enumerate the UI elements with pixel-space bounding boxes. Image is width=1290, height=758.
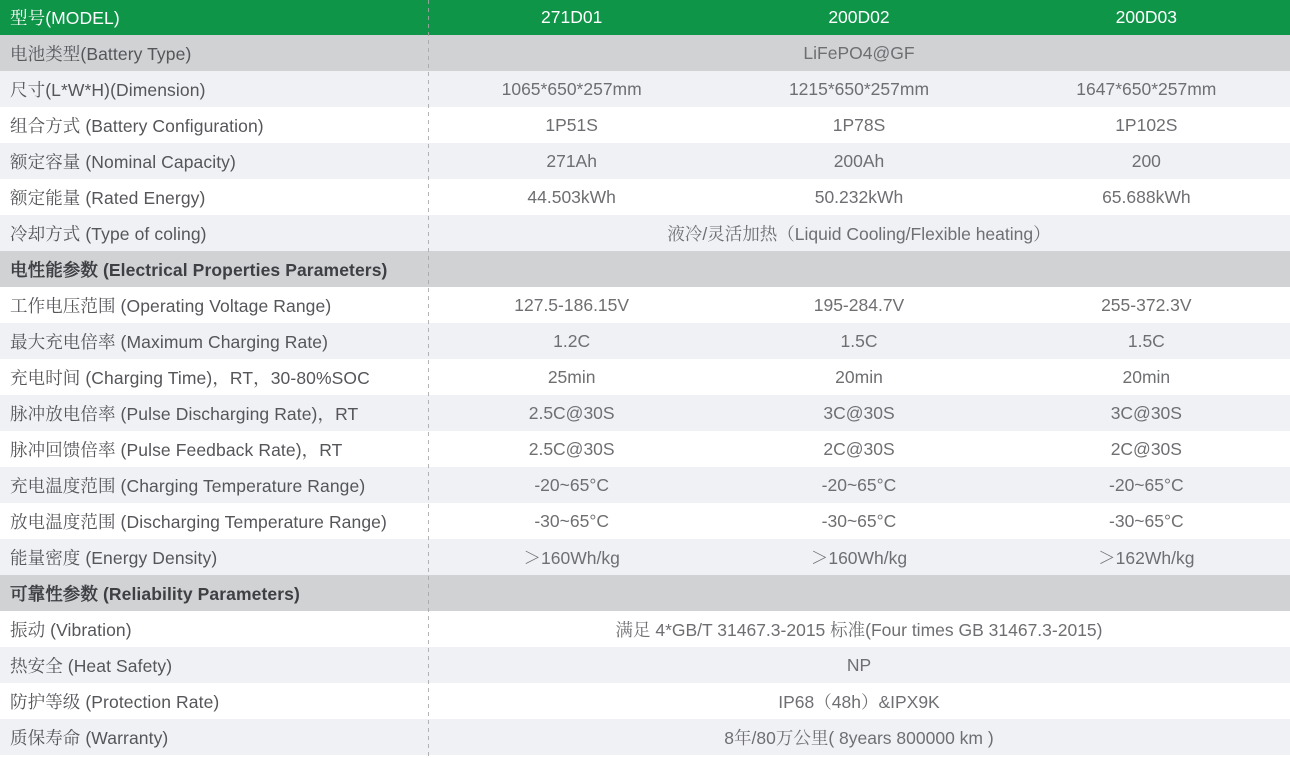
spec-row <box>0 719 1290 755</box>
spec-row <box>0 539 1290 575</box>
spec-value: 65.688kWh <box>1102 186 1191 207</box>
spec-value: 50.232kWh <box>814 186 904 207</box>
spec-value: 1.5C <box>1127 330 1165 351</box>
spec-row <box>0 107 1290 143</box>
spec-value-span: IP68（48h）&IPX9K <box>778 691 940 712</box>
spec-value-span: 液冷/灵活加热（Liquid Cooling/Flexible heating） <box>667 223 1051 244</box>
row-label: 放电温度范围 (Discharging Temperature Range) <box>10 511 387 532</box>
spec-value: 25min <box>547 366 596 387</box>
spec-value: 1P102S <box>1115 114 1178 135</box>
spec-row <box>0 179 1290 215</box>
spec-row <box>0 35 1290 71</box>
model-name: 271D01 <box>541 7 603 27</box>
spec-row <box>0 503 1290 539</box>
spec-value: 1065*650*257mm <box>501 78 642 99</box>
spec-value: 1215*650*257mm <box>788 78 930 99</box>
spec-value: -20~65°C <box>1109 474 1184 495</box>
row-label: 防护等级 (Protection Rate) <box>10 691 220 712</box>
spec-row <box>0 323 1290 359</box>
spec-value: 20min <box>835 366 883 387</box>
spec-value: 195-284.7V <box>813 294 905 315</box>
spec-value: 200 <box>1131 150 1161 171</box>
spec-row <box>0 215 1290 251</box>
section-title: 可靠性参数 (Reliability Parameters) <box>10 583 300 604</box>
spec-value: 127.5-186.15V <box>514 294 630 315</box>
spec-value: -30~65°C <box>821 510 897 531</box>
spec-value: 44.503kWh <box>527 186 616 207</box>
spec-value: 20min <box>1122 366 1171 387</box>
model-header-label: 型号(MODEL) <box>10 8 120 28</box>
row-label: 电池类型(Battery Type) <box>10 43 192 64</box>
spec-value: 255-372.3V <box>1101 294 1192 315</box>
section-header-row <box>0 575 1290 611</box>
row-label: 热安全 (Heat Safety) <box>10 655 173 676</box>
row-label: 额定能量 (Rated Energy) <box>10 187 206 208</box>
spec-rows-container <box>0 35 1290 755</box>
row-label: 组合方式 (Battery Configuration) <box>10 115 264 136</box>
spec-row <box>0 287 1290 323</box>
row-label: 冷却方式 (Type of coling) <box>10 223 207 244</box>
spec-value: ＞162Wh/kg <box>1098 547 1195 568</box>
spec-value: 271Ah <box>546 150 597 171</box>
spec-value-span: 满足 4*GB/T 31467.3-2015 标准(Four times GB 31467.3-2015) <box>615 619 1103 640</box>
spec-row <box>0 611 1290 647</box>
spec-value: ＞160Wh/kg <box>523 547 620 568</box>
spec-row <box>0 71 1290 107</box>
spec-row <box>0 143 1290 179</box>
section-header-row <box>0 251 1290 287</box>
spec-row <box>0 683 1290 719</box>
spec-row <box>0 395 1290 431</box>
row-label: 振动 (Vibration) <box>10 619 132 640</box>
spec-value: -20~65°C <box>534 474 609 495</box>
spec-value: 1.2C <box>553 330 591 351</box>
spec-value: -20~65°C <box>821 474 897 495</box>
spec-value-span: 8年/80万公里( 8years 800000 km ) <box>724 727 994 748</box>
row-label: 额定容量 (Nominal Capacity) <box>10 151 236 172</box>
spec-value: 2.5C@30S <box>528 402 615 423</box>
spec-value-span: LiFePO4@GF <box>803 42 915 63</box>
spec-row <box>0 647 1290 683</box>
spec-value: 3C@30S <box>1110 402 1182 423</box>
row-label: 充电时间 (Charging Time)，RT，30-80%SOC <box>10 367 370 388</box>
row-label: 工作电压范围 (Operating Voltage Range) <box>10 295 332 316</box>
spec-value: 200Ah <box>833 150 885 171</box>
spec-value: 1P51S <box>545 114 598 135</box>
row-label: 脉冲回馈倍率 (Pulse Feedback Rate)，RT <box>10 439 343 460</box>
row-label: 充电温度范围 (Charging Temperature Range) <box>10 475 366 496</box>
spec-value: ＞160Wh/kg <box>810 547 908 568</box>
row-label: 尺寸(L*W*H)(Dimension) <box>10 79 206 100</box>
spec-row <box>0 467 1290 503</box>
spec-value: -30~65°C <box>1109 510 1184 531</box>
spec-value: 3C@30S <box>823 402 895 423</box>
row-label: 质保寿命 (Warranty) <box>10 727 169 748</box>
row-label: 最大充电倍率 (Maximum Charging Rate) <box>10 331 329 352</box>
spec-value: 1P78S <box>832 114 886 135</box>
row-label: 能量密度 (Energy Density) <box>10 547 218 568</box>
spec-value: 2C@30S <box>1110 438 1182 459</box>
model-header-row <box>0 0 1290 35</box>
spec-value: 2.5C@30S <box>528 438 615 459</box>
model-name: 200D03 <box>1115 7 1177 27</box>
spec-value: 2C@30S <box>823 438 895 459</box>
spec-value-span: NP <box>846 654 872 675</box>
spec-value: 1.5C <box>840 330 878 351</box>
model-name: 200D02 <box>828 7 890 27</box>
spec-value: 1647*650*257mm <box>1076 78 1217 99</box>
spec-row <box>0 431 1290 467</box>
row-label: 脉冲放电倍率 (Pulse Discharging Rate)，RT <box>10 403 359 424</box>
spec-row <box>0 359 1290 395</box>
spec-value: -30~65°C <box>534 510 609 531</box>
section-title: 电性能参数 (Electrical Properties Parameters) <box>10 259 388 280</box>
